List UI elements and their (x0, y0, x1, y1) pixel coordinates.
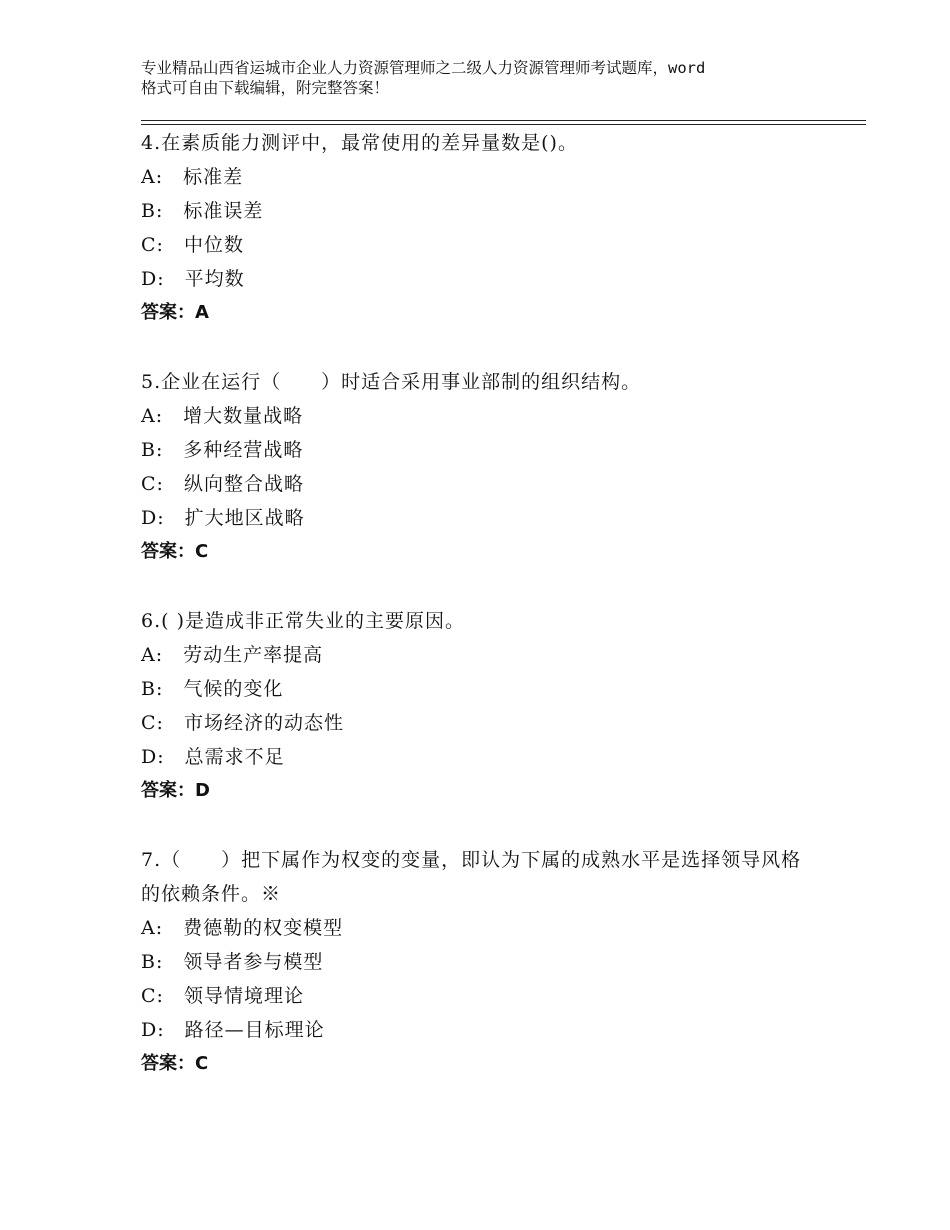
option-a: A: 费德勒的权变模型 (141, 917, 344, 939)
option-b: B: 气候的变化 (141, 678, 284, 700)
header-divider-top (141, 120, 866, 121)
question-4 (141, 126, 821, 330)
option-c: C: 领导情境理论 (141, 985, 304, 1007)
question-text: 4.在素质能力测评中，最常使用的差异量数是()。 (141, 132, 578, 154)
question-gap (141, 330, 821, 365)
option-a: A: 标准差 (141, 166, 244, 188)
option-a: A: 增大数量战略 (141, 405, 304, 427)
question-text: 6.( )是造成非正常失业的主要原因。 (141, 610, 465, 632)
question-5 (141, 365, 821, 569)
answer: 答案：C (141, 1053, 209, 1074)
option-b: B: 标准误差 (141, 200, 264, 222)
header-line-1: 专业精品山西省运城市企业人力资源管理师之二级人力资源管理师考试题库，word (141, 59, 706, 77)
header-divider-bottom (141, 124, 866, 125)
option-b: B: 领导者参与模型 (141, 951, 324, 973)
option-c: C: 市场经济的动态性 (141, 712, 344, 734)
question-list (141, 126, 821, 1081)
question-6 (141, 604, 821, 808)
question-gap (141, 808, 821, 843)
option-d: D: 总需求不足 (141, 746, 285, 768)
answer: 答案：C (141, 541, 209, 562)
question-text: 7.（ ）把下属作为权变的变量，即认为下属的成熟水平是选择领导风格的依赖条件。※ (141, 849, 802, 905)
option-d: D: 平均数 (141, 268, 245, 290)
option-c: C: 纵向整合战略 (141, 473, 304, 495)
question-gap (141, 569, 821, 604)
header-line-2: 格式可自由下载编辑，附完整答案！ (141, 79, 390, 97)
answer: 答案：A (141, 302, 209, 323)
option-b: B: 多种经营战略 (141, 439, 304, 461)
option-d: D: 路径—目标理论 (141, 1019, 325, 1041)
option-a: A: 劳动生产率提高 (141, 644, 324, 666)
option-c: C: 中位数 (141, 234, 244, 256)
answer: 答案：D (141, 780, 210, 801)
option-d: D: 扩大地区战略 (141, 507, 305, 529)
document-header (141, 58, 841, 98)
question-text: 5.企业在运行（ ）时适合采用事业部制的组织结构。 (141, 371, 642, 393)
question-7 (141, 843, 821, 1081)
